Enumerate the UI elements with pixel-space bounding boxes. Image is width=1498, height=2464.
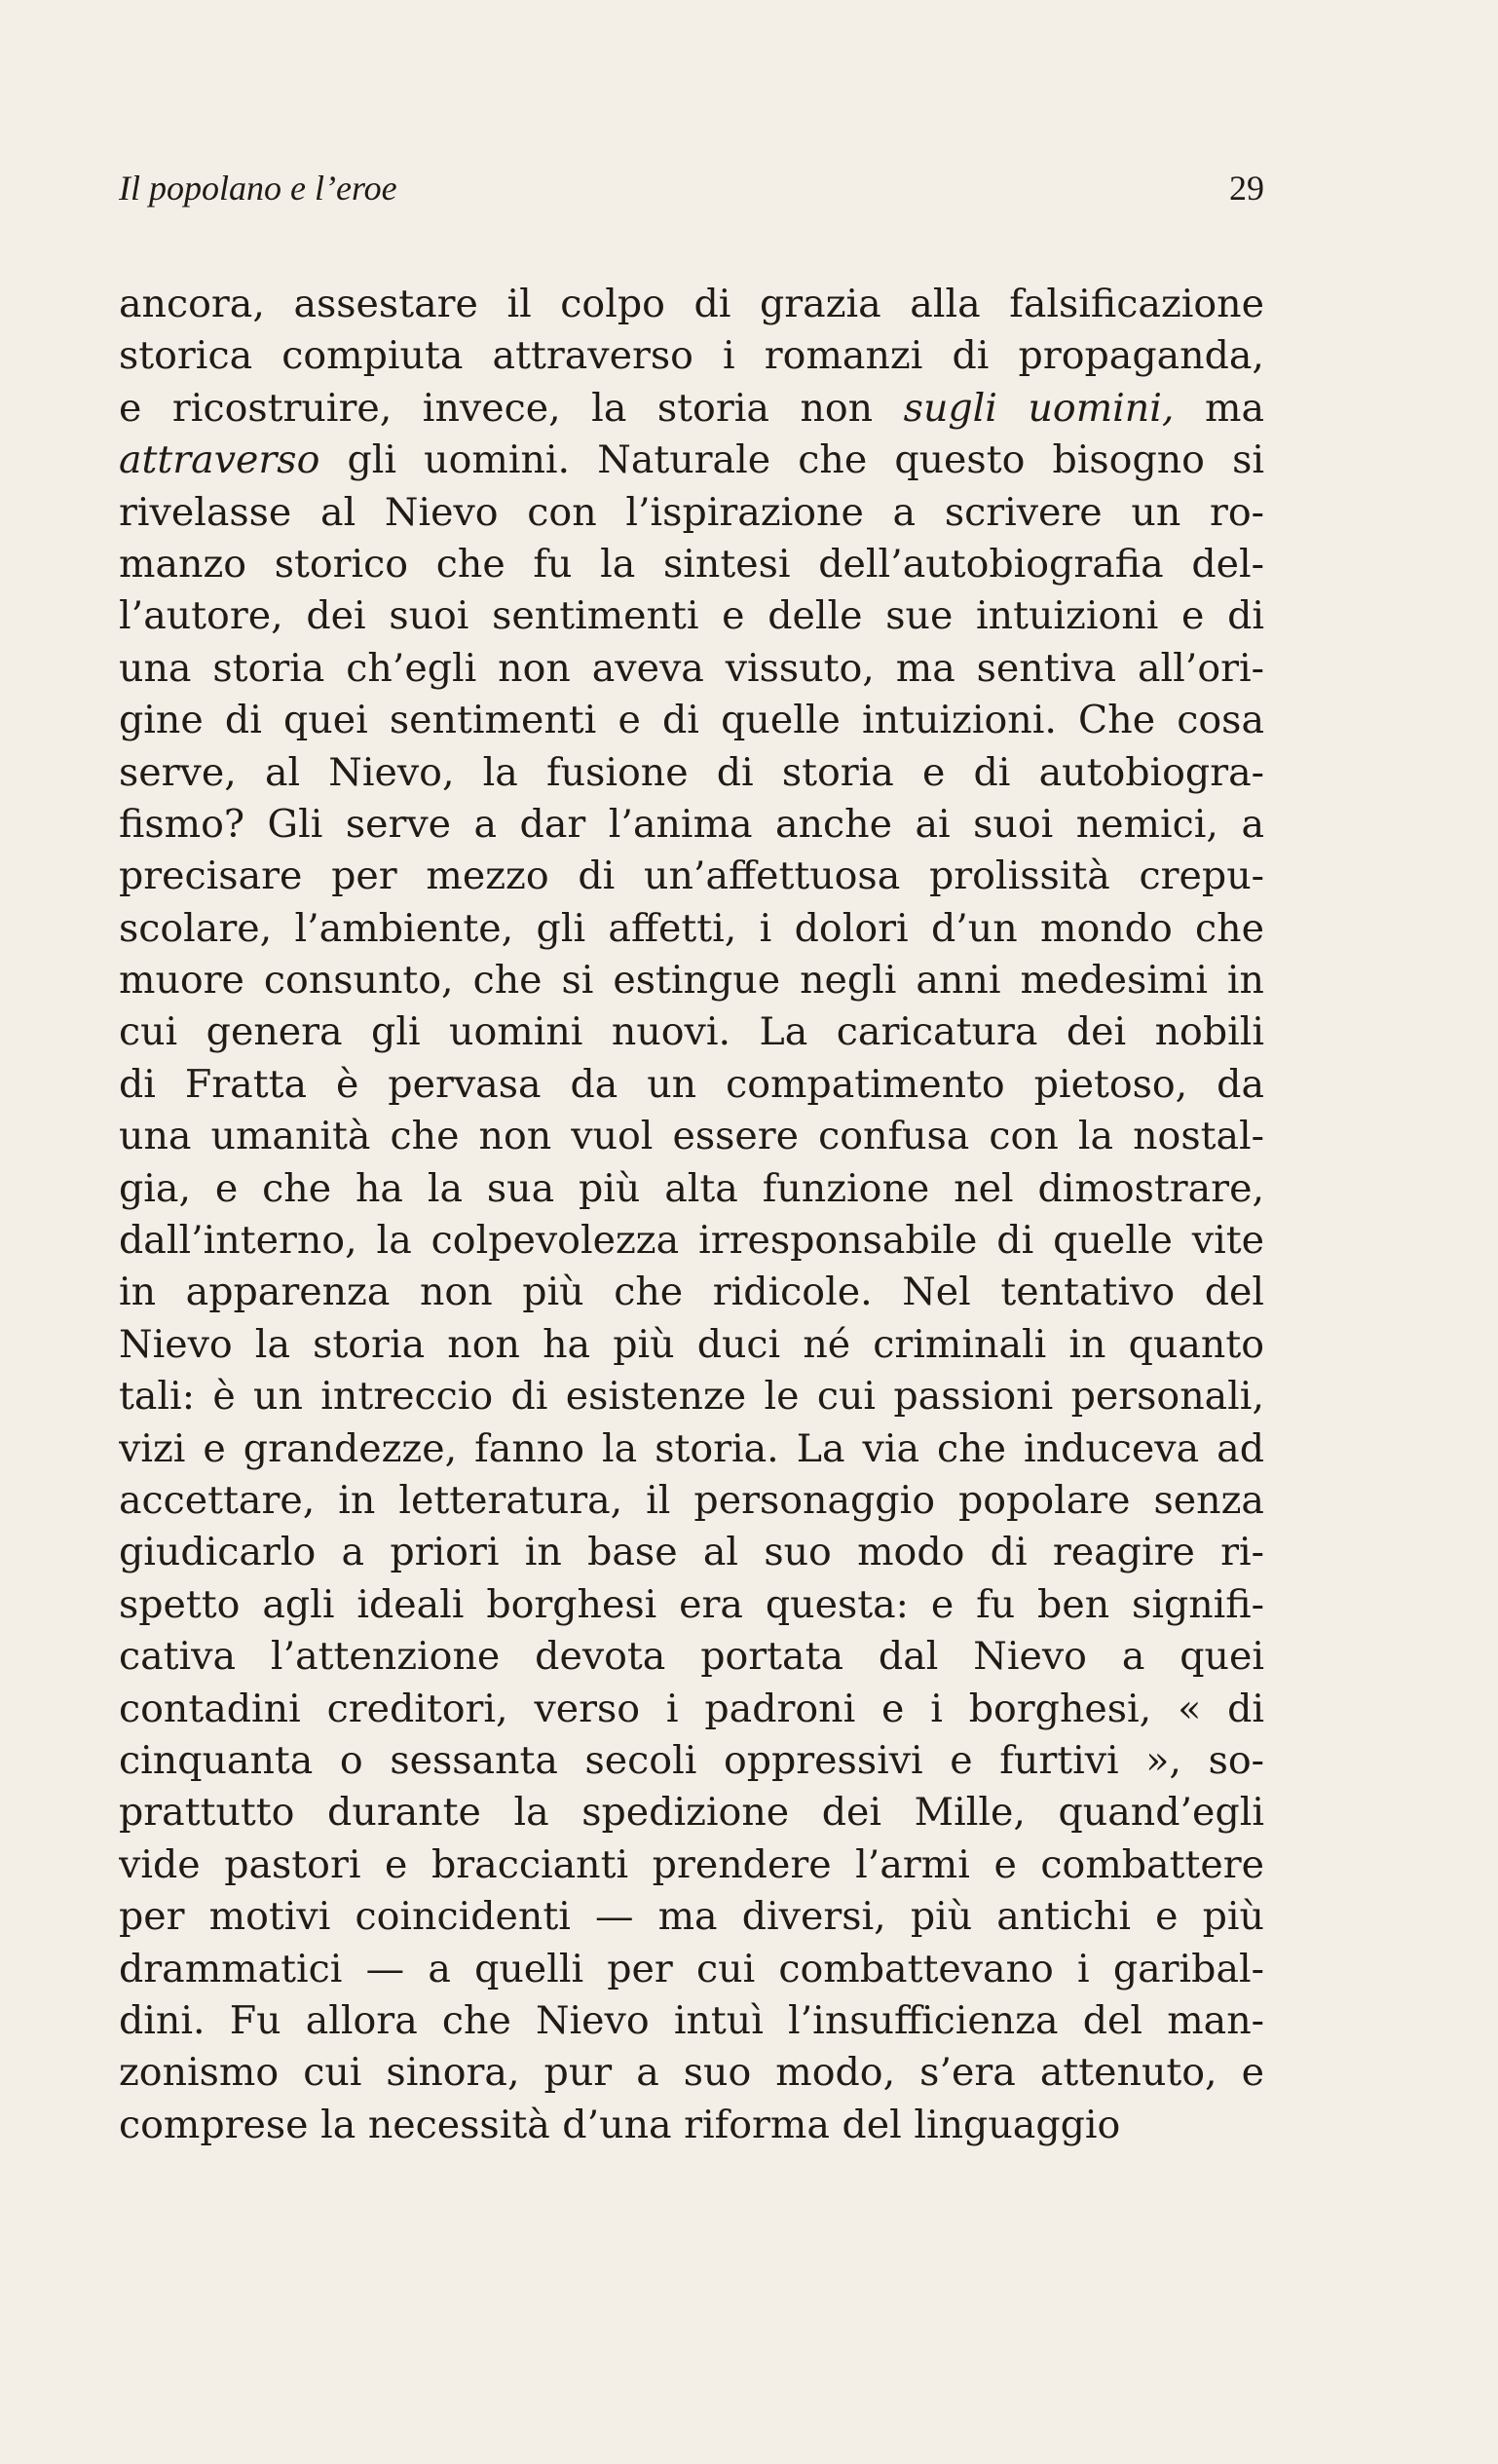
text-line: zonismo cui sinora, pur a suo modo, s’era attenuto, e [119, 2050, 1264, 2096]
running-title: Il popolano e l’eroe [119, 169, 397, 208]
text-line: serve, al Nievo, la fusione di storia e di autobiogra- [119, 749, 1264, 795]
text-line: una umanità che non vuol essere confusa con la nostal- [119, 1114, 1264, 1159]
text-line: fismo? Gli serve a dar l’anima anche ai suoi nemici, a [119, 801, 1264, 847]
text-line [119, 383, 1264, 435]
text-line: Nievo la storia non ha più duci né criminali in quanto [119, 1321, 1264, 1367]
text-line: accettare, in letteratura, il personaggio popolare senza [119, 1477, 1264, 1523]
text-line: manzo storico che fu la sintesi dell’autobiografia del- [119, 541, 1264, 587]
text-segment: e ricostruire, invece, la storia non [119, 385, 904, 431]
text-line: gia, e che ha la sua più alta funzione nel dimostrare, [119, 1165, 1264, 1211]
text-segment: ma [1174, 385, 1264, 431]
text-line: gine di quei sentimenti e di quelle intuizioni. Che cosa [119, 698, 1264, 743]
text-line: vide pastori e braccianti prendere l’armi e combattere [119, 1841, 1264, 1887]
italic-phrase: attraverso [119, 437, 320, 483]
text-line: di Fratta è pervasa da un compatimento pietoso, da [119, 1061, 1264, 1107]
text-line: cativa l’attenzione devota portata dal Nievo a quei [119, 1634, 1264, 1680]
running-head [119, 168, 1264, 216]
text-line: dall’interno, la colpevolezza irresponsabile di quelle vite [119, 1218, 1264, 1264]
text-line [119, 435, 1264, 486]
text-line: per motivi coincidenti — ma diversi, più antichi e più [119, 1894, 1264, 1940]
text-segment: gli uomini. Naturale che questo bisogno si [319, 437, 1264, 483]
text-line: in apparenza non più che ridicole. Nel tentativo del [119, 1270, 1264, 1315]
text-line: ancora, assestare il colpo di grazia alla falsificazione [119, 282, 1264, 326]
text-line: cui genera gli uomini nuovi. La caricatura dei nobili [119, 1009, 1264, 1055]
text-line: l’autore, dei suoi sentimenti e delle sue intuizioni e di [119, 593, 1264, 639]
text-line: dini. Fu allora che Nievo intuì l’insufficienza del man- [119, 1997, 1264, 2043]
text-line: precisare per mezzo di un’affettuosa prolissità crepu- [119, 853, 1264, 899]
text-line: comprese la necessità d’una riforma del linguaggio [119, 2102, 1121, 2147]
text-line: vizi e grandezze, fanno la storia. La via che induceva ad [119, 1425, 1264, 1471]
text-line: rivelasse al Nievo con l’ispirazione a scrivere un ro- [119, 489, 1264, 535]
text-line: storica compiuta attraverso i romanzi di propaganda, [119, 333, 1264, 379]
text-line: una storia ch’egli non aveva vissuto, ma sentiva all’ori- [119, 645, 1264, 691]
text-line: spetto agli ideali borghesi era questa: e fu ben signifi- [119, 1581, 1264, 1627]
text-line: drammatici — a quelli per cui combattevano i garibal- [119, 1946, 1264, 1991]
italic-phrase: sugli uomini, [903, 385, 1175, 431]
body-text [119, 279, 1264, 2151]
text-line: muore consunto, che si estingue negli anni medesimi in [119, 958, 1264, 1004]
page-number: 29 [1229, 169, 1264, 208]
text-line: giudicarlo a priori in base al suo modo di reagire ri- [119, 1530, 1264, 1575]
text-line: prattutto durante la spedizione dei Mille, quand’egli [119, 1790, 1264, 1836]
text-line: contadini creditori, verso i padroni e i borghesi, « di [119, 1686, 1264, 1731]
text-line: tali: è un intreccio di esistenze le cui passioni personali, [119, 1374, 1264, 1420]
text-line: scolare, l’ambiente, gli affetti, i dolori d’un mondo che [119, 905, 1264, 951]
text-line: cinquanta o sessanta secoli oppressivi e furtivi », so- [119, 1737, 1264, 1783]
